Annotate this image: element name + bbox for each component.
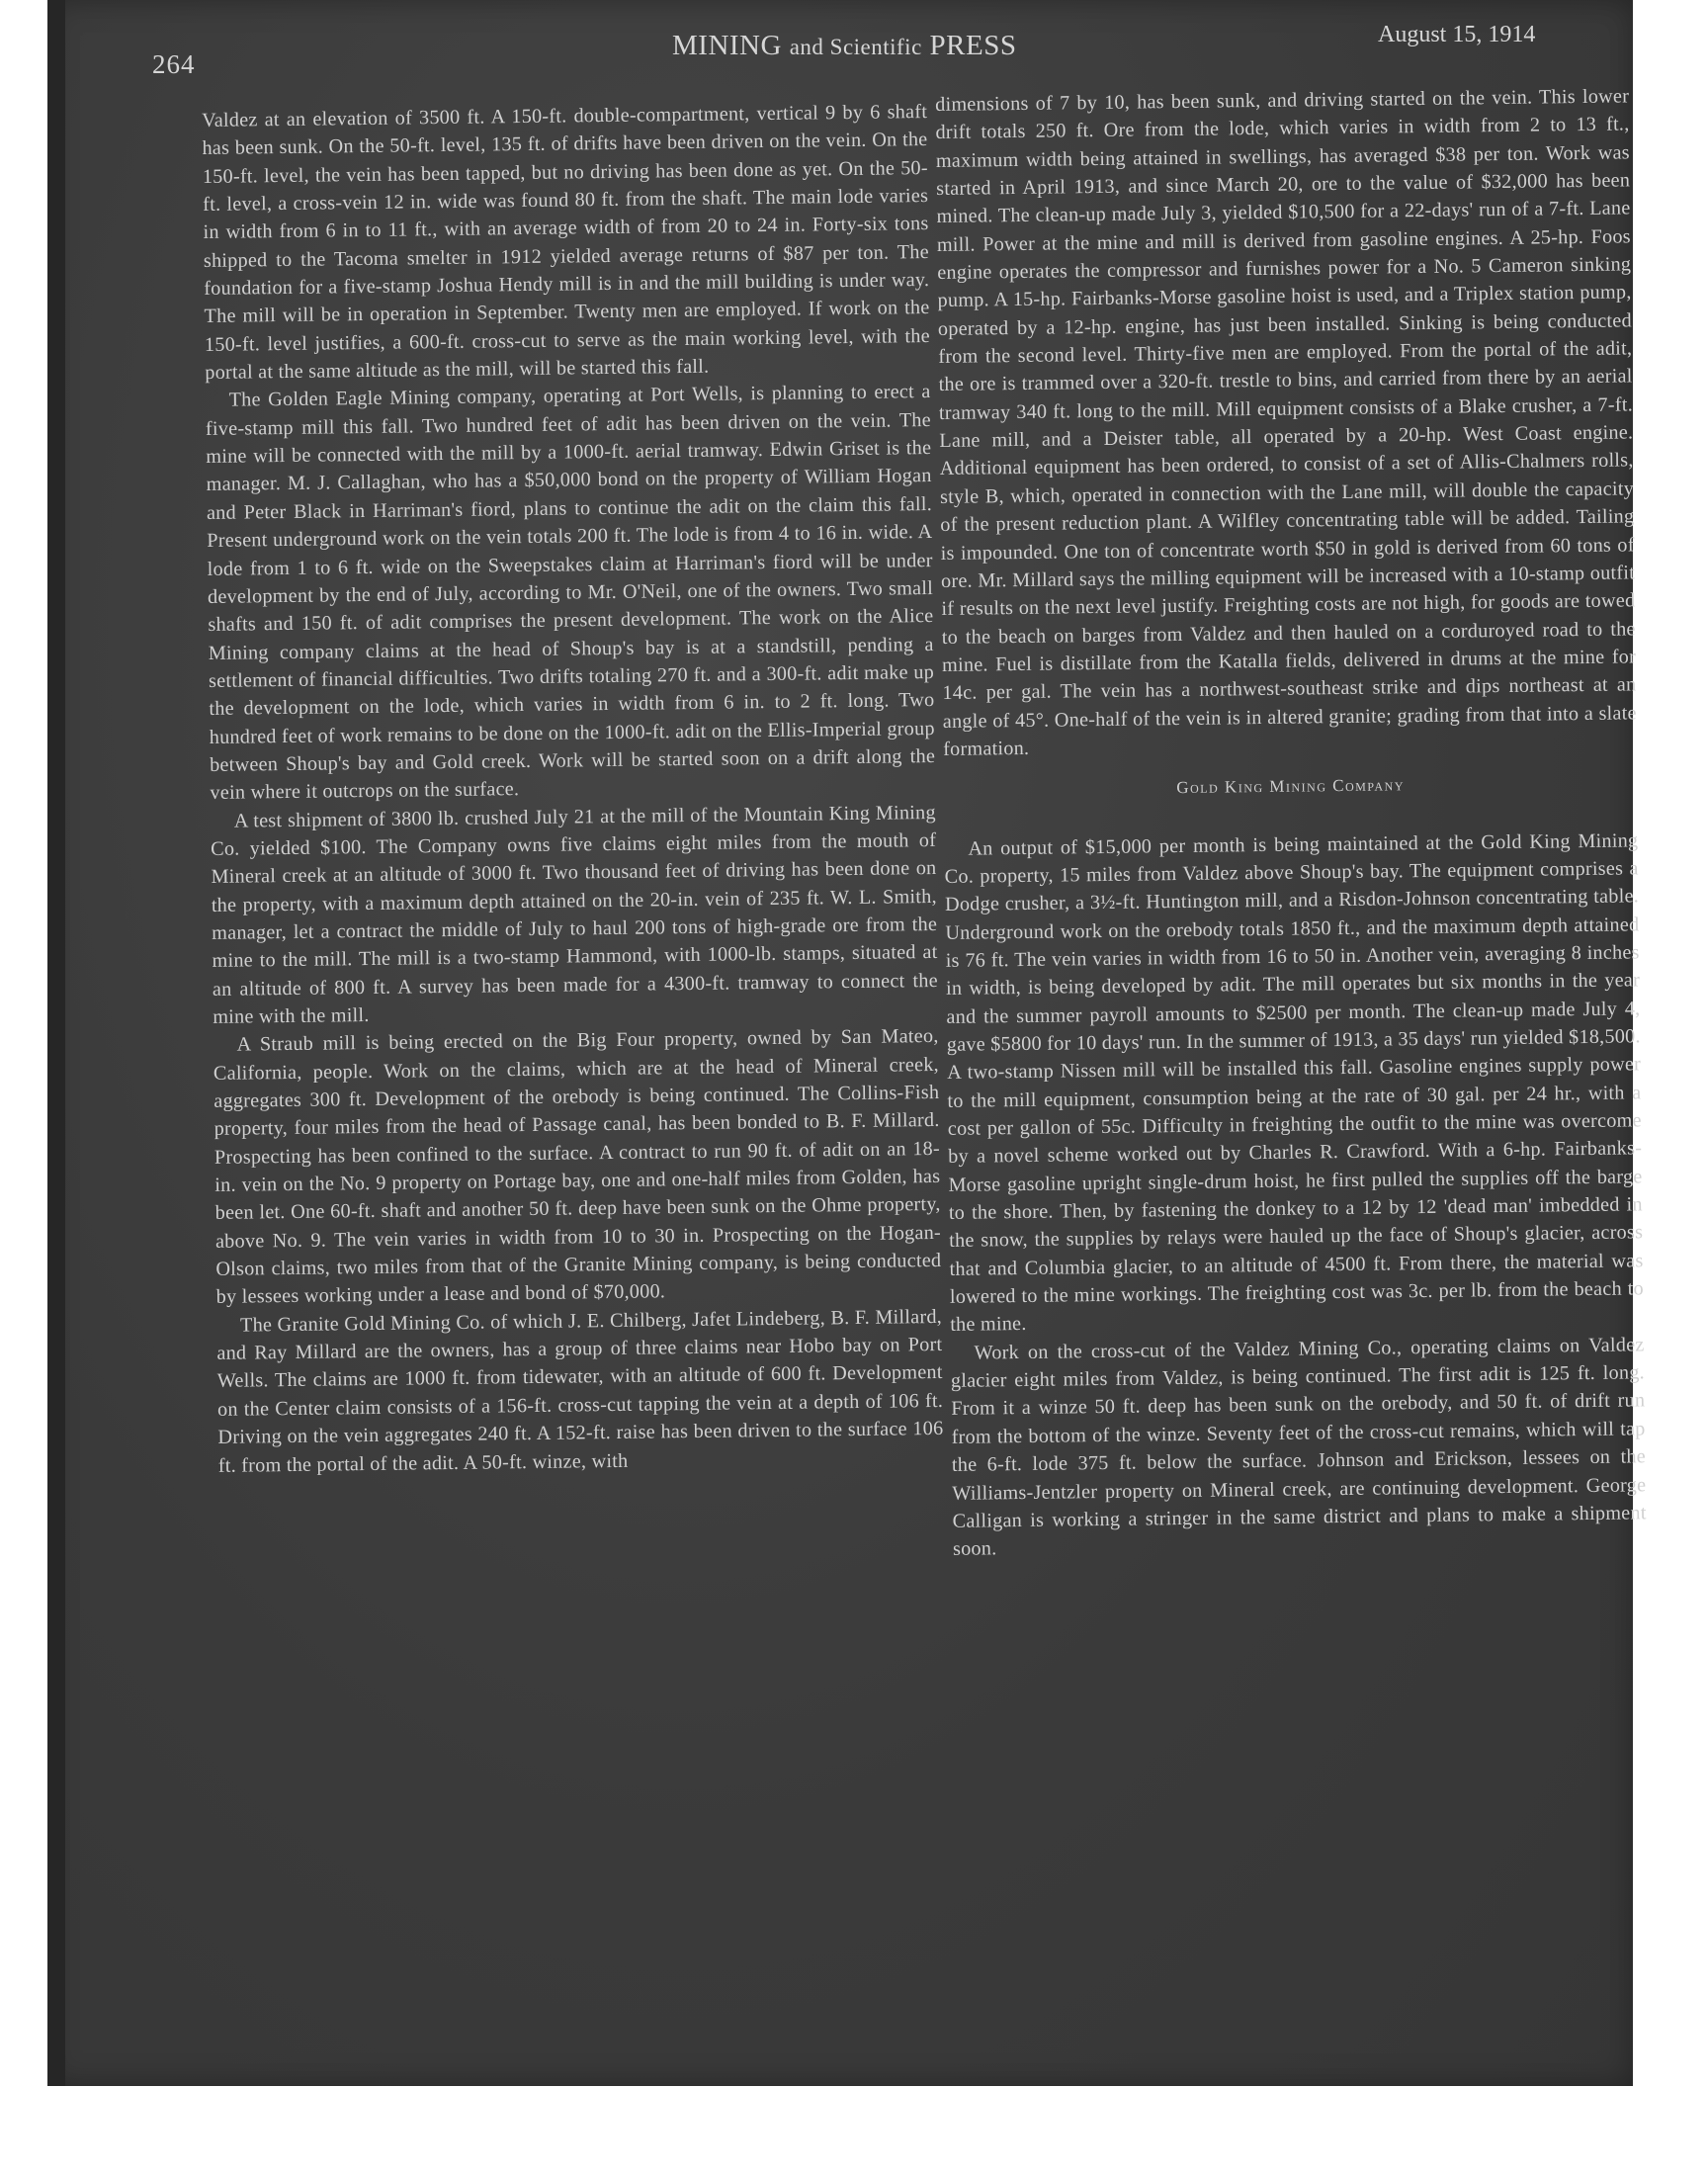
- section-heading: Gold King Mining Company: [1176, 775, 1406, 798]
- paragraph: Valdez at an elevation of 3500 ft. A 150-ft. double-compartment, vertical 9 by 6 shaft has been sunk. On the 50-ft. level, 135 ft. of drifts have been driven on the vein. On the 150-ft. level, the vein has been tapped, but no driving has been done as yet. On the 50-ft. level, a cross-vein 12 in. wide was found 80 ft. from the shaft. The main lode varies in width from 6 in to 11 ft., with an average width of from 20 to 24 in. Forty-six tons shipped to the Tacoma smelter in 1912 yielded average returns of $87 per ton. The foundation for a five-stamp Joshua Hendy mill is in and the mill building is under way. The mill will be in operation in September. Twenty men are employed. If work on the 150-ft. level justifies, a 600-ft. cross-cut to serve as the main working level, with the portal at the same altitude as the mill, will be started this fall.: [202, 101, 931, 385]
- paragraph: The Granite Gold Mining Co. of which J. E. Chilberg, Jafet Lindeberg, B. F. Millard, and Ray Millard are the owners, has a group of three claims near Hobo bay on Port Wells. The claims are 1000 ft. from tidewater, with an altitude of 600 ft. Development on the Center claim consists of a 156-ft. cross-cut tapping the vein at a depth of 106 ft. Driving on the vein aggregates 240 ft. A 152-ft. raise has been driven to the surface 106 ft. from the portal of the adit. A 50-ft. winze, with: [216, 1305, 944, 1477]
- right-column: [935, 82, 1647, 1563]
- page-number: 264: [152, 49, 196, 79]
- paragraph: Work on the cross-cut of the Valdez Mining Co., operating claims on Valdez glacier eight miles from Valdez, is being continued. The first adit is 125 ft. long. From it a winze 50 ft. deep has been sunk on the orebody, and 50 ft. of drift run from the bottom of the winze. Seventy feet of the cross-cut remains, which will tap the 6-ft. lode 375 ft. below the surface. Johnson and Erickson, lessees on the Williams-Jentzler property on Mineral creek, are continuing development. George Calligan is working a stringer in the same district and plans to make a shipment soon.: [950, 1334, 1647, 1561]
- issue-date: August 15, 1914: [1378, 22, 1536, 47]
- paragraph: dimensions of 7 by 10, has been sunk, and driving started on the vein. This lower drift totals 250 ft. Ore from the lode, which varies in width from 2 to 13 ft., maximum width being attained in swellings, has averaged $38 per ton. Work was started in April 1913, and since March 20, ore to the value of $32,000 has been mined. The clean-up made July 3, yielded $10,500 for a 22-days' run of a 7-ft. Lane mill. Power at the mine and mill is derived from gasoline engines. A 25-hp. Foos engine operates the compressor and furnishes power for a No. 5 Cameron sinking pump. A 15-hp. Fairbanks-Morse gasoline hoist is used, and a Triplex station pump, operated by a 12-hp. engine, has just been installed. Sinking is being conducted from the second level. Thirty-five men are employed. From the portal of the adit, the ore is trammed over a 320-ft. trestle to bins, and carried from there by an aerial tramway 340 ft. long to the mill. Mill equipment consists of a Blake crusher, a 7-ft. Lane mill, and a Deister table, all operated by a 20-hp. West Coast engine. Additional equipment has been ordered, to consist of a set of Allis-Chalmers rolls, style B, which, operated in connection with the Lane mill, will double the capacity of the present reduction plant. A Wilfley concentrating table will be added. Tailing is impounded. One ton of concentrate worth $50 in gold is derived from 60 tons of ore. Mr. Millard says the milling equipment will be increased with a 10-stamp outfit if results on the next level justify. Freighting costs are not high, for goods are towed to the beach on barges from Valdez and then hauled on a corduroyed road to the mine. Fuel is distillate from the Katalla fields, delivered in drums at the mine for 14c. per gal. The vein has a northwest-southeast strike and dips northeast at an angle of 45°. One-half of the vein is in altered granite; grading from that into a slate formation.: [935, 85, 1637, 760]
- paragraph: A test shipment of 3800 lb. crushed July 21 at the mill of the Mountain King Mining Co. yielded $100. The Company owns five claims eight miles from the mouth of Mineral creek at an altitude of 3000 ft. Two thousand feet of driving has been done on the property, with a maximum depth attained on the 20-in. vein of 235 ft. W. L. Smith, manager, let a contract the middle of July to haul 200 tons of high-grade ore from the mine to the mill. The mill is a two-stamp Hammond, with 1000-lb. stamps, situated at an altitude of 800 ft. A survey has been made for a 4300-ft. tramway to connect the mine with the mill.: [211, 801, 938, 1028]
- title-mining: MINING: [672, 30, 782, 61]
- title-press: PRESS: [929, 30, 1017, 61]
- title-and-scientific: and Scientific: [789, 35, 922, 59]
- left-column: [202, 98, 944, 1480]
- paragraph: The Golden Eagle Mining company, operating at Port Wells, is planning to erect a five-stamp mill this fall. Two hundred feet of adit has been driven on the vein. The mine will be connected with the mill by a 1000-ft. aerial tramway. Edwin Griset is the manager. M. J. Callaghan, who has a $50,000 bond on the property of William Hogan and Peter Black in Harriman's fiord, plans to continue the adit on the claim this fall. Present underground work on the vein totals 200 ft. The lode is from 4 to 16 in. wide. A lode from 1 to 6 ft. wide on the Sweepstakes claim at Harriman's fiord will be under development by the end of July, according to Mr. O'Neil, one of the owners. Two small shafts and 150 ft. of adit comprises the present development. The work on the Alice Mining company claims at the head of Shoup's bay is at a standstill, pending a settlement of financial difficulties. Two drifts totaling 270 ft. and a 300-ft. adit make up the development on the lode, which varies in width from 6 in. to 2 ft. long. Two hundred feet of work remains to be done on the 1000-ft. adit on the Ellis-Imperial group between Shoup's bay and Gold creek. Work will be started soon on a drift along the vein where it outcrops on the surface.: [205, 381, 936, 805]
- paragraph: A Straub mill is being erected on the Big Four property, owned by San Mateo, California, people. Work on the claims, which are at the head of Mineral creek, aggregates 300 ft. Development of the orebody is being continued. The Collins-Fish property, four miles from the head of Passage canal, has been bonded to B. F. Millard. Prospecting has been confined to the surface. A contract to run 90 ft. of adit on an 18-in. vein on the No. 9 property on Portage bay, one and one-half miles from Golden, has been let. One 60-ft. shaft and another 50 ft. deep have been sunk on the Ohme property, above No. 9. The vein varies in width from 10 to 30 in. Prospecting on the Hogan-Olson claims, two miles from that of the Granite Mining company, is being conducted by lessees working under a lease and bond of $70,000.: [213, 1025, 942, 1309]
- paragraph: An output of $15,000 per month is being maintained at the Gold King Mining Co. property, 15 miles from Valdez above Shoup's bay. The equipment comprises a Dodge crusher, a 3½-ft. Huntington mill, and a Risdon-Johnson concentrating table. Underground work on the orebody totals 1850 ft., and the maximum depth attained is 76 ft. The vein varies in width from 16 to 50 in. Another vein, averaging 8 inches in width, is being developed by adit. The mill operates but six months in the year and the summer payroll amounts to $2500 per month. The clean-up made July 4, gave $5800 for 10 days' run. In the summer of 1913, a 35 days' run yielded $18,500. A two-stamp Nissen mill will be installed this fall. Gasoline engines supply power to the mill equipment, consumption being at the rate of 30 gal. per 24 hr., with a cost per gallon of 55c. Difficulty in freighting the outfit to the mine was overcome by a novel scheme worked out by Charles R. Crawford. With a 6-hp. Fairbanks-Morse gasoline upright single-drum hoist, he first pulled the supplies off the barge to the shore. Then, by fastening the donkey to a 12 by 12 'dead man' imbedded in the snow, the supplies by relays were hauled up the face of Shoup's glacier, across that and Columbia glacier, to an altitude of 4500 ft. From there, the material was lowered to the mine workings. The freighting cost was 3c. per lb. from the beach to the mine.: [944, 828, 1644, 1337]
- binding-edge: [47, 0, 65, 2086]
- publication-title: [672, 30, 1017, 62]
